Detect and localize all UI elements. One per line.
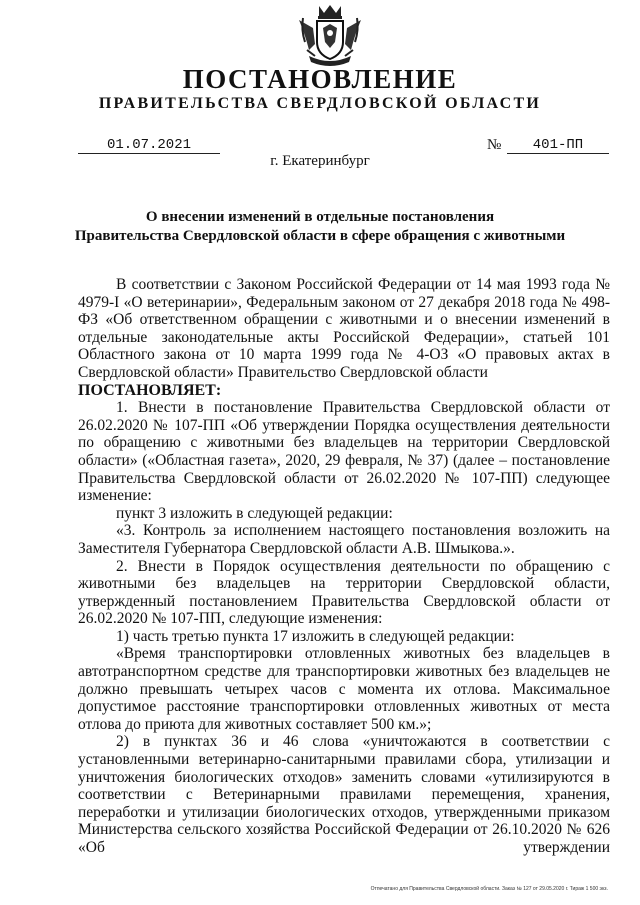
document-heading <box>60 208 580 246</box>
paragraph-1b: «3. Контроль за исполнением настоящего постановления возложить на Заместителя Губернатора Свердловской области А.В. Шмыкова.». <box>78 522 610 557</box>
number-label: № <box>487 137 502 153</box>
document-date: 01.07.2021 <box>78 137 220 154</box>
document-body <box>78 276 610 857</box>
document-number: 401-ПП <box>507 137 609 154</box>
document-title: ПОСТАНОВЛЕНИЕ <box>182 64 458 94</box>
paragraph-2c: 2) в пунктах 36 и 46 слова «уничтожаются в соответствии с установленными ветеринарно-санитарными правилами сбора, утилизации и уничтожения биологических отходов» заменить словами «утилизируются в соответствии с Ветеринарными правилами перемещения, хранения, переработки и утилизации биологических отходов, утвержденными приказом Министерства сельского хозяйства Российской Федерации от 26.10.2020 № 626 «Об утверждении <box>78 733 610 856</box>
heading-line-1: О внесении изменений в отдельные постановления <box>145 209 495 225</box>
paragraph-1: 1. Внести в постановление Правительства Свердловской области от 26.02.2020 № 107-ПП «Об утверждении Порядка осуществления деятельности по обращению с животными без владельцев на территории Свердловской области» («Областная газета», 2020, 29 февраля, № 37) (далее – постановление Правительства Свердловской области от 26.02.2020 № 107-ПП) следующее изменение: <box>78 399 610 505</box>
decree-heading: ПОСТАНОВЛЯЕТ: <box>78 381 222 399</box>
intro-paragraph: В соответствии с Законом Российской Федерации от 14 мая 1993 года № 4979-I «О ветеринарии», Федеральным законом от 27 декабря 2018 года № 498-ФЗ «Об ответственном обращении с животными и о внесении изменений в отдельные законодательные акты Российской Федерации», статьей 101 Областного закона от 10 марта 1999 года № 4-ОЗ «О правовых актах в Свердловской области» Правительство Свердловской области <box>78 276 610 381</box>
paragraph-1a: пункт 3 изложить в следующей редакции: <box>116 504 393 522</box>
heading-line-2: Правительства Свердловской области в сфере обращения с животными <box>74 228 566 244</box>
document-city: г. Екатеринбург <box>270 153 370 169</box>
document-subtitle: ПРАВИТЕЛЬСТВА СВЕРДЛОВСКОЙ ОБЛАСТИ <box>98 95 542 112</box>
paragraph-2b: «Время транспортировки отловленных животных без владельцев в автотранспортном средстве для транспортировки животных без владельцев не должно превышать четырех часов с момента их отлова. Максимальное допустимое расстояние транспортировки отловленных животных от места отлова до приюта для животных составляет 500 км.»; <box>78 645 610 733</box>
print-imprint: Отпечатано для Правительства Свердловской области. Заказ № 127 от 29.05.2020 г. Тираж 1 500 экз. <box>370 886 608 892</box>
coat-of-arms-icon <box>295 4 365 68</box>
paragraph-2: 2. Внести в Порядок осуществления деятельности по обращению с животными без владельцев на территории Свердловской области, утвержденный постановлением Правительства Свердловской области от 26.02.2020 № 107-ПП, следующие изменения: <box>78 557 610 628</box>
paragraph-2a: 1) часть третью пункта 17 изложить в следующей редакции: <box>116 627 515 645</box>
